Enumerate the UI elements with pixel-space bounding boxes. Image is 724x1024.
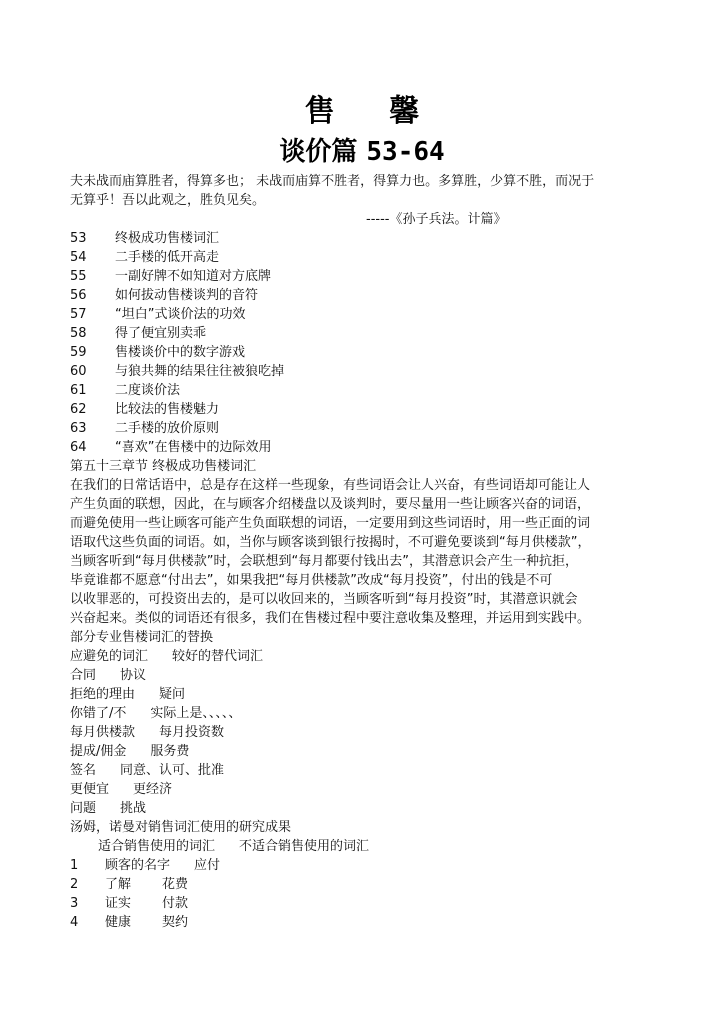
better-word: 较好的替代词汇: [172, 649, 264, 664]
good-words-header: 适合销售使用的词汇: [98, 839, 216, 854]
bad-word: 付款: [162, 896, 189, 911]
toc-item: [70, 229, 219, 248]
avoid-word: 合同: [70, 668, 97, 683]
toc-number: 63: [70, 421, 87, 436]
replacement-row: [70, 799, 146, 818]
toc-number: 53: [70, 231, 87, 246]
toc-number: 61: [70, 383, 87, 398]
better-word: 挑战: [120, 801, 147, 816]
better-word: 实际上是、、、、、: [150, 706, 242, 721]
bad-word: 契约: [162, 915, 189, 930]
toc-item: [70, 343, 245, 362]
toc-item: [70, 305, 245, 324]
subtitle-prefix: 谈价篇: [279, 137, 367, 167]
intro-line: 无算乎！吾以此观之，胜负见矣。: [70, 193, 266, 208]
research-number: 2: [70, 877, 79, 892]
toc-item: [70, 324, 206, 343]
research-row: [70, 894, 188, 913]
bad-word: 花费: [162, 877, 189, 892]
research-heading: 汤姆，诺曼对销售词汇使用的研究成果: [70, 820, 292, 835]
toc-text: 比较法的售楼魅力: [115, 402, 220, 417]
toc-item: [70, 248, 219, 267]
toc-text: 终极成功售楼词汇: [115, 231, 220, 246]
good-word: 健康: [105, 915, 132, 930]
avoid-word: 问题: [70, 801, 97, 816]
toc-number: 55: [70, 269, 87, 284]
avoid-word: 你错了/不: [70, 706, 127, 721]
toc-text: 如何拔动售楼谈判的音符: [115, 288, 259, 303]
good-word: 了解: [105, 877, 132, 892]
body-line: 以收罪恶的，可投资出去的，是可以收回来的，当顾客听到“每月投资”时，其潜意识就会: [70, 592, 578, 607]
toc-text: “坦白”式谈价法的功效: [115, 307, 246, 322]
bad-words-header: 不适合销售使用的词汇: [239, 839, 370, 854]
toc-item: [70, 267, 271, 286]
toc-number: 64: [70, 440, 87, 455]
toc-item: [70, 438, 271, 457]
page-subtitle: [0, 133, 724, 171]
body-line: 当顾客听到“每月供楼款”时，会联想到“每月都要付钱出去”，其潜意识会产生一种抗拒，: [70, 554, 578, 569]
research-number: 1: [70, 858, 79, 873]
avoid-word: 更便宜: [70, 782, 110, 797]
research-number: 3: [70, 896, 79, 911]
toc-text: “喜欢”在售楼中的边际效用: [115, 440, 272, 455]
toc-text: 二手楼的低开高走: [115, 250, 220, 265]
toc-number: 59: [70, 345, 87, 360]
replace-heading: 部分专业售楼词汇的替换: [70, 630, 214, 645]
toc-item: [70, 400, 219, 419]
avoid-word: 签名: [70, 763, 97, 778]
toc-text: 一副好牌不如知道对方底牌: [115, 269, 272, 284]
toc-text: 得了便宜别卖乖: [115, 326, 207, 341]
replacement-row: [70, 647, 263, 666]
toc-number: 60: [70, 364, 87, 379]
toc-text: 与狼共舞的结果往往被狼吃掉: [115, 364, 285, 379]
better-word: 疑问: [159, 687, 186, 702]
quote-source: -----《孙子兵法。计篇》: [366, 212, 507, 227]
research-row: [70, 913, 188, 932]
bad-word: 应付: [194, 858, 221, 873]
toc-item: [70, 419, 219, 438]
better-word: 同意、认可、批准: [120, 763, 225, 778]
research-number: 4: [70, 915, 79, 930]
toc-item: [70, 286, 258, 305]
toc-item: [70, 381, 180, 400]
avoid-word: 拒绝的理由: [70, 687, 136, 702]
intro-line: 夫未战而庙算胜者，得算多也； 未战而庙算不胜者，得算力也。多算胜，少算不胜，而况于: [70, 174, 595, 189]
replacement-row: [70, 761, 224, 780]
toc-number: 54: [70, 250, 87, 265]
good-word: 证实: [105, 896, 132, 911]
better-word: 更经济: [133, 782, 173, 797]
chapter-heading: 第五十三章节 终极成功售楼词汇: [70, 459, 257, 474]
replacement-row: [70, 742, 189, 761]
good-word: 顾客的名字: [105, 858, 171, 873]
replacement-row: [70, 666, 146, 685]
replacement-row: [70, 704, 241, 723]
research-row: [70, 875, 188, 894]
research-column-headers: [98, 837, 369, 856]
toc-text: 售楼谈价中的数字游戏: [115, 345, 246, 360]
body-line: 在我们的日常话语中，总是存在这样一些现象，有些词语会让人兴奋，有些词语却可能让人: [70, 478, 591, 493]
avoid-word: 应避免的词汇: [70, 649, 149, 664]
research-row: [70, 856, 220, 875]
replacement-row: [70, 780, 172, 799]
body-line: 而避免使用一些让顾客可能产生负面联想的词语，一定要用到这些词语时，用一些正面的词: [70, 516, 591, 531]
toc-item: [70, 362, 284, 381]
body-line: 语取代这些负面的词语。如，当你与顾客谈到银行按揭时，不可避免要谈到“每月供楼款”，: [70, 535, 591, 550]
toc-text: 二手楼的放价原则: [115, 421, 220, 436]
replacement-row: [70, 685, 185, 704]
better-word: 服务费: [150, 744, 190, 759]
better-word: 每月投资数: [159, 725, 225, 740]
body-line: 兴奋起来。类似的词语还有很多，我们在售楼过程中要注意收集及整理，并运用到实践中。: [70, 611, 591, 626]
avoid-word: 每月供楼款: [70, 725, 136, 740]
page-title: 售 馨: [304, 94, 442, 129]
body-line: 产生负面的联想，因此，在与顾客介绍楼盘以及谈判时，要尽量用一些让顾客兴奋的词语，: [70, 497, 591, 512]
toc-number: 58: [70, 326, 87, 341]
replacement-row: [70, 723, 224, 742]
avoid-word: 提成/佣金: [70, 744, 127, 759]
toc-text: 二度谈价法: [115, 383, 181, 398]
better-word: 协议: [120, 668, 147, 683]
toc-number: 62: [70, 402, 87, 417]
toc-number: 57: [70, 307, 87, 322]
toc-number: 56: [70, 288, 87, 303]
subtitle-range: 53-64: [366, 137, 445, 167]
body-line: 毕竟谁都不愿意“付出去”，如果我把“每月供楼款”改成“每月投资”，付出的钱是不可: [70, 573, 553, 588]
